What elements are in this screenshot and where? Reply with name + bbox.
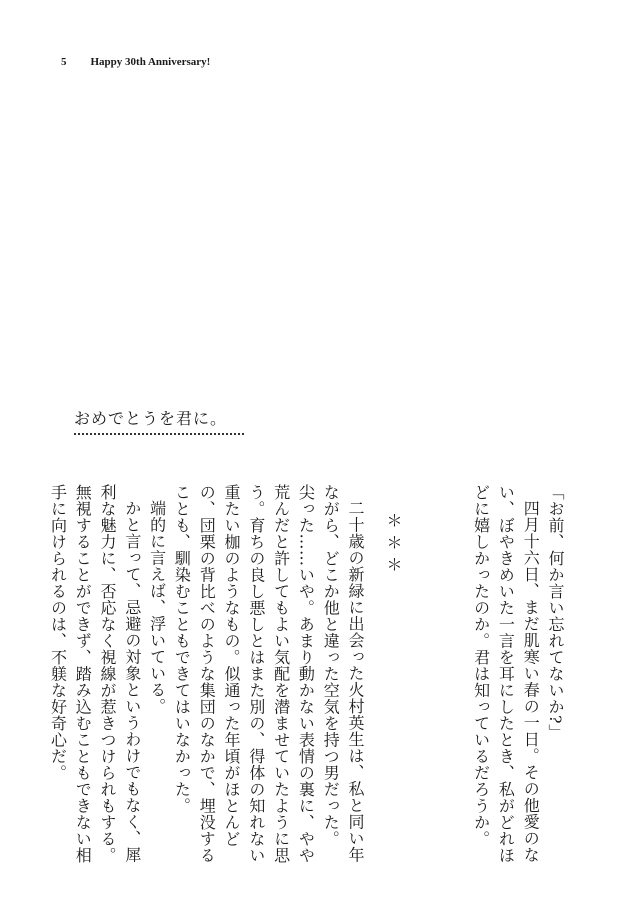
page-number: 5 [61, 56, 67, 68]
running-header [61, 56, 210, 68]
section-separator: ＊＊＊ [384, 512, 403, 578]
paragraph: 四月十六日、まだ肌寒い春の一日。その他愛のない、ぼやきめいた一言を耳にしたとき、私がどれほどに嬉しかったのか。君は知っているだろうか。 [471, 484, 541, 864]
paragraph: 「お前、何か言い忘れてないか?」 [546, 484, 565, 741]
text-block-opening [422, 484, 567, 864]
paragraph: 二十歳の新緑に出会った火村英生は、私と同い年ながら、どこか他と違った空気を持つ男だった。 [321, 484, 365, 863]
text-block-main [48, 484, 367, 864]
chapter-title: おめでとうを君に。 [74, 406, 244, 435]
running-title: Happy 30th Anniversary! [90, 56, 211, 68]
paragraph: 端的に言えば、浮いている。 [147, 500, 167, 715]
paragraph: かと言って、忌避の対象というわけでもなく、犀利な魅力に、否応なく視線が惹きつけられもする。無視することができず、踏み込むこともできない相手に向けられるのは、不躾な好奇心だ。 [48, 484, 142, 864]
paragraph: 尖った……いや。あまり動かない表情の裏に、やや荒んだと許してもよい気配を潜ませていたように思う。育ちの良し悪しとはまた別の、得体の知れない重たい枷のようなもの。似通った年頃がほとんどの、団栗の背比べのような集団のなかで、埋没することも、馴染むこともできてはいなかった。 [172, 484, 316, 864]
